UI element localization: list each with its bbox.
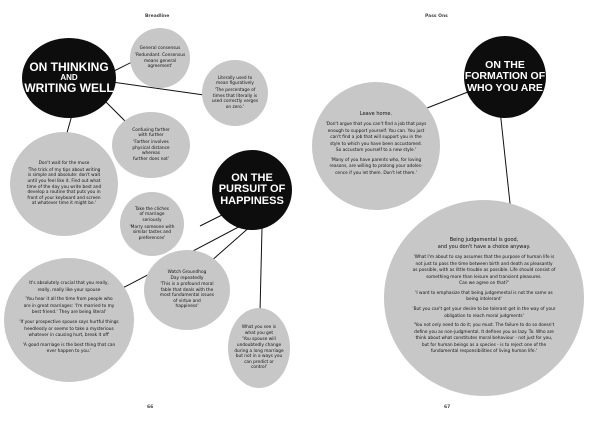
leavehome-p1-4: style to which you have been accustomed.	[329, 141, 423, 147]
cliches-quote-3: preferences'	[138, 235, 166, 241]
cliches-heading-1: Take the cliches	[134, 206, 170, 212]
groundhog-quote-4: of virtue and	[173, 298, 201, 304]
judgemental-heading-1: Being judgemental is good,	[449, 236, 519, 243]
consensus-quote-3: agreement'	[147, 64, 173, 70]
spouse-p2-2: heedlessly or seems to take a mysterious	[24, 326, 114, 332]
groundhog-quote-2: fable that deals with the	[160, 287, 214, 293]
cliches-quote-2: similar tastes and	[132, 230, 172, 236]
cliches-heading-2: of marriage	[139, 212, 165, 218]
judgemental-p3-2: obligation to reach moral judgments'	[444, 313, 524, 319]
hub-pursuit-happiness	[212, 150, 292, 230]
bubble-farther-further	[112, 112, 190, 178]
spouse-p1-3: best friend.' They are being literal'	[31, 310, 107, 316]
muse-heading: Don't wait for the muse	[38, 161, 90, 167]
bubble-groundhog-day	[144, 250, 230, 330]
whatyousee-heading-1: What you see is	[241, 325, 277, 331]
spouse-p3-2: ever happen to you.'	[46, 349, 92, 355]
whatyousee-quote-2: undoubtedly change	[236, 342, 282, 348]
spouse-p1-2: are in great marriages: 'I'm married to my	[23, 303, 115, 309]
muse-quote-6: front of your keyboard and screen	[27, 195, 101, 201]
literally-heading-1: Literally used to	[217, 75, 253, 81]
bubble-cliches-marriage	[120, 192, 184, 256]
farther-quote-3: whereas	[141, 151, 161, 157]
whatyousee-quote-5: can predict or	[244, 359, 274, 365]
whatyousee-quote-6: control'	[250, 365, 268, 371]
whatyousee-quote-4: but not in a ways you	[235, 354, 283, 360]
left-running-head: Breadline	[145, 14, 170, 19]
judgemental-p4-3: think about what constitutes moral behaviour - not just for you,	[415, 336, 553, 342]
hub-thinking-line1: ON THINKING	[29, 60, 109, 75]
hub-thinking-line2: AND	[60, 72, 78, 82]
judgemental-p3-1: 'But you can't get your desire to be tolerant get in the way of your	[412, 307, 556, 312]
spouse-p3-1: 'A good marriage is the best thing that can	[22, 342, 116, 348]
leavehome-p2-1: 'Many of you have parents who, for loving	[330, 157, 422, 163]
hub-formation-who-you-are	[464, 36, 546, 118]
bubble-general-consensus	[130, 28, 190, 88]
connector-hub2-whatyousee	[260, 228, 262, 312]
judgemental-p4-4: but for human beings as a species - is to reject one of the	[421, 342, 547, 348]
spouse-heading-2: really, really like your spouse	[37, 287, 101, 293]
farther-heading-1: Confusing farther	[132, 127, 170, 133]
literally-quote-4: on zero.'	[225, 104, 245, 110]
right-running-head: Pass Ons	[425, 14, 448, 19]
judgemental-p1-2: not just to pass the time between birth and death as pleasantly	[415, 261, 553, 267]
hub-thinking-writing	[22, 38, 116, 118]
cliches-heading-3: seriously	[142, 217, 162, 223]
farther-quote-1: 'Farther involves	[133, 139, 169, 145]
groundhog-heading-1: Watch Groundhog	[167, 269, 207, 275]
leavehome-p1-1: 'Don't argue that you can't find a job that pays	[325, 121, 427, 127]
consensus-quote-2: means general	[143, 58, 177, 64]
literally-quote-3: used correctly verges	[211, 99, 259, 105]
judgemental-p2-2: being intolerant'	[466, 297, 502, 303]
farther-quote-4: further does not'	[132, 156, 169, 162]
whatyousee-quote-1: 'You spouse will	[242, 337, 276, 343]
groundhog-quote-1: 'This is a profound moral	[160, 282, 214, 288]
leavehome-p2-3: cence if you let them. Don't let them.'	[335, 170, 417, 176]
literally-quote-2: times that literally is	[212, 93, 258, 99]
groundhog-quote-3: most fundamental issues	[159, 293, 215, 299]
muse-quote-3: until you feel like it. Find out what	[27, 178, 101, 184]
farther-heading-2: with further	[138, 133, 164, 139]
hub-formation-line1: ON THE	[485, 59, 525, 72]
spouse-p2-3: whatever in causing hurt, break it off'	[28, 333, 110, 339]
cliches-quote-1: 'Marry someone with	[129, 224, 175, 230]
consensus-heading-1: General consensus	[139, 46, 181, 52]
hub-formation-line3: WHO YOU ARE	[467, 81, 543, 94]
consensus-quote-1: 'Redundant. Consensus	[134, 52, 186, 58]
left-page-number: 66	[147, 405, 154, 410]
muse-quote-5: develop a routine that puts you in	[27, 190, 101, 196]
literally-quote-1: 'The percentage of	[214, 87, 256, 93]
bubble-dont-wait-muse	[10, 132, 118, 236]
hub-thinking-line3: WRITING WELL	[24, 81, 114, 96]
spouse-heading-1: It's absolutely crucial that you really,	[29, 281, 109, 287]
groundhog-quote-5: happiness'	[175, 304, 199, 310]
judgemental-heading-2: and you don't have a choice anyway.	[437, 244, 531, 251]
hub-pursuit-line2: PURSUIT OF	[218, 183, 286, 196]
muse-quote-1: 'The trick of my tips about writing	[27, 167, 101, 173]
whatyousee-quote-3: during a long marriage	[234, 348, 284, 354]
whatyousee-heading-2: what you get	[244, 330, 274, 336]
judgemental-p1-1: 'What I'm about to say assumes that the purpose of human life is	[413, 254, 555, 260]
judgemental-p2-1: 'I want to emphasize that being judgemental is not the same as	[415, 290, 553, 296]
hub-pursuit-line3: HAPPINESS	[220, 194, 284, 207]
judgemental-p4-5: fundamental responsibilities of living human life.'	[430, 349, 538, 355]
muse-quote-4: time of the day you write best and	[26, 184, 102, 190]
bubble-being-judgemental	[384, 200, 584, 396]
muse-quote-2: is simple and absolute: don't wait	[27, 173, 101, 179]
judgemental-p1-4: something more than leisure and transient pleasures.	[426, 274, 542, 280]
leavehome-p2-2: reasons, are willing to prolong your adoles-	[329, 164, 423, 170]
right-page-number: 67	[444, 405, 451, 410]
spouse-p1-1: 'You hear it all the time from people who	[25, 297, 113, 303]
judgemental-p1-3: as possible, with as little trouble as possible. Life should consist of	[412, 268, 556, 274]
spouse-p2-1: 'If your prospective spouse says hurtful things	[19, 320, 119, 325]
leavehome-p1-3: can't find a job that will support you in the	[330, 135, 422, 141]
leavehome-p1-5: So accustom yourself to a new style.'	[335, 148, 417, 154]
judgemental-p4-2: define you as non-judgmental. It defines you as lazy. To. Who are	[414, 329, 554, 335]
leavehome-heading: Leave home.	[359, 111, 393, 118]
muse-quote-7: at whatever time it might be.'	[31, 201, 97, 207]
bubble-leave-home	[312, 82, 440, 210]
bubble-like-your-spouse	[4, 258, 134, 382]
hub-formation-line2: FORMATION OF	[464, 70, 546, 83]
farther-quote-2: physical distance	[132, 145, 170, 151]
judgemental-p1-5: Can we agree on that?'	[459, 281, 509, 287]
bubble-literally	[202, 60, 268, 126]
hub-pursuit-line1: ON THE	[231, 171, 273, 184]
bubble-what-you-see	[228, 308, 290, 388]
judgemental-p4-1: 'You not only need to do it; you must. The failure to do so doesn't	[413, 323, 555, 329]
literally-heading-2: mean figuratively	[216, 81, 254, 87]
groundhog-heading-2: Day repeatedly	[170, 275, 204, 281]
leavehome-p1-2: enough to support yourself. You can. You just	[327, 128, 425, 134]
